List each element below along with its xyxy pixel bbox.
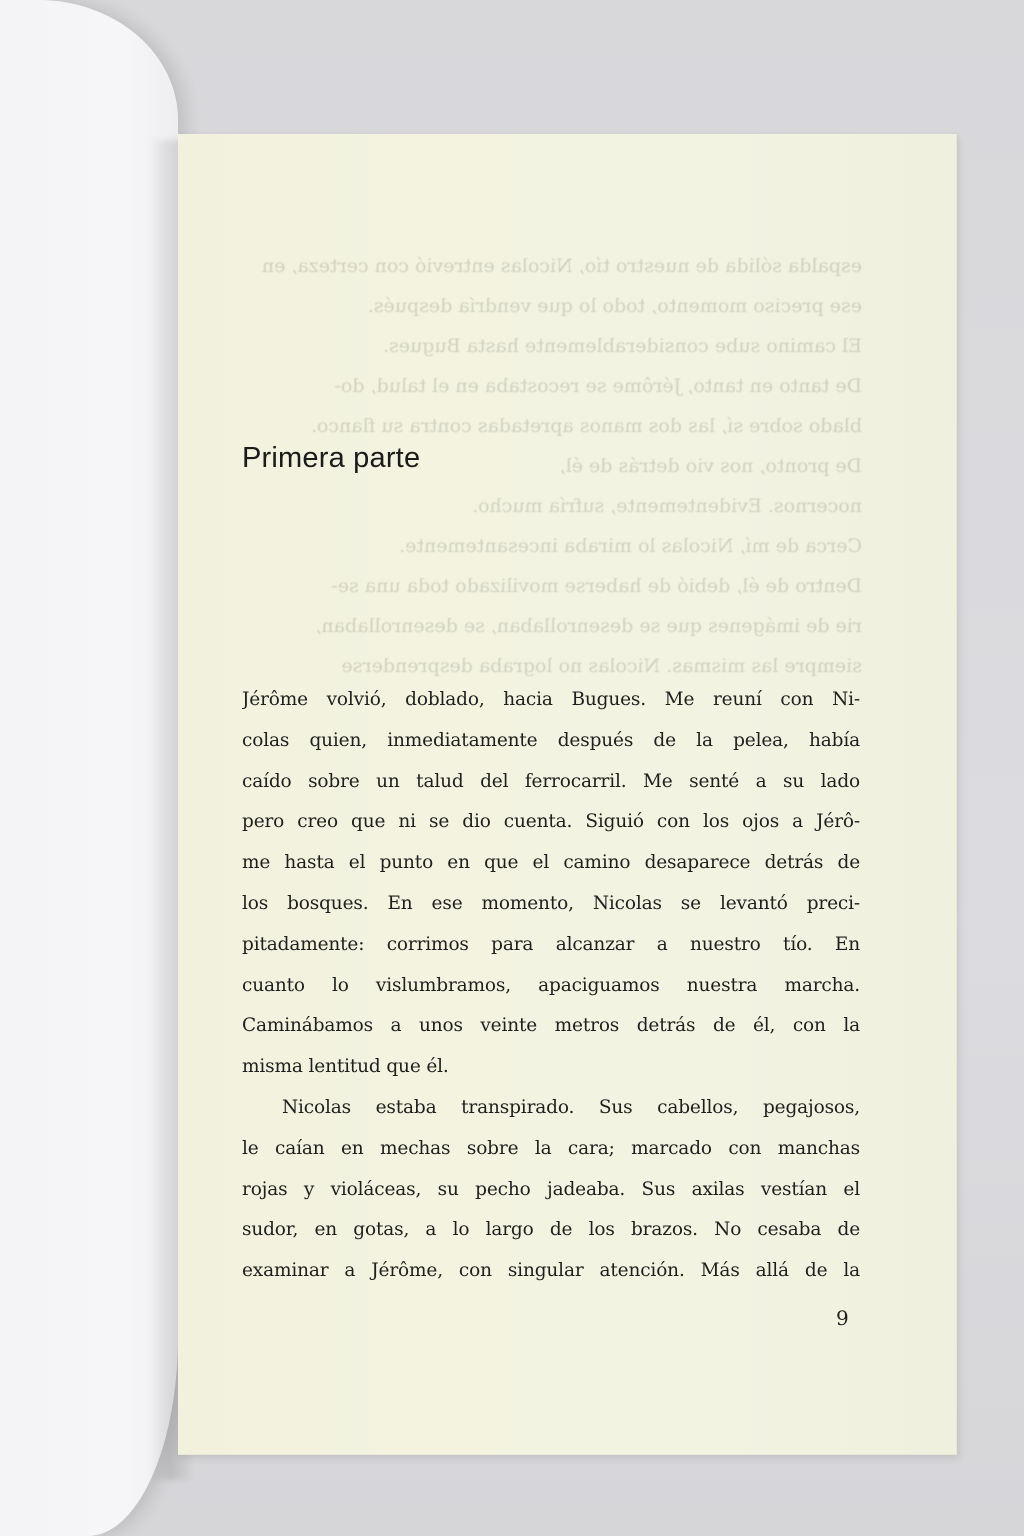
show-through-line: espalda sólida de nuestro tío, Nicolas entrevió con certeza, en	[261, 255, 862, 277]
show-through-line: De pronto, nos vio detrás de él,	[559, 455, 862, 477]
text-line: rojas y violáceas, su pecho jadeaba. Sus axilas vestían el	[242, 1178, 860, 1200]
show-through-line: siempre las mismas. Nicolas no lograba desprenderse	[341, 655, 862, 677]
text-line: examinar a Jérôme, con singular atención. Más allá de la	[242, 1260, 860, 1282]
text-line: Nicolas estaba transpirado. Sus cabellos, pegajosos,	[282, 1096, 860, 1118]
show-through-line: rie de imágenes que se desenrollaban, se desenrollaban,	[315, 615, 862, 637]
show-through-line: ese preciso momento, todo lo que vendría después.	[367, 295, 862, 317]
show-through-line: blado sobre sí, las dos manos apretadas contra su flanco.	[311, 415, 862, 437]
text-line: Caminábamos a unos veinte metros detrás de él, con la	[242, 1015, 860, 1037]
text-line: le caían en mechas sobre la cara; marcado con manchas	[242, 1137, 860, 1159]
show-through-line: Dentro de él, debió de haberse movilizado toda una se-	[331, 575, 862, 597]
text-line: colas quien, inmediatamente después de la pelea, había	[242, 729, 860, 751]
text-line: caído sobre un talud del ferrocarril. Me senté a su lado	[242, 770, 860, 792]
text-line: pitadamente: corrimos para alcanzar a nuestro tío. En	[242, 933, 860, 955]
text-line: me hasta el punto en que el camino desaparece detrás de	[242, 852, 860, 874]
show-through-line: El camino sube considerablemente hasta Bugues.	[382, 335, 862, 357]
body-text	[242, 680, 860, 1292]
show-through-line: nocernos. Evidentemente, sufría mucho.	[472, 495, 862, 517]
text-line: sudor, en gotas, a lo largo de los brazos. No cesaba de	[242, 1219, 860, 1241]
text-line: cuanto lo vislumbramos, apaciguamos nuestra marcha.	[242, 974, 860, 996]
text-line: misma lentitud que él.	[242, 1056, 449, 1078]
text-line: los bosques. En ese momento, Nicolas se levantó preci-	[242, 892, 860, 914]
text-line: pero creo que ni se dio cuenta. Siguió con los ojos a Jérô-	[242, 811, 860, 833]
page-number: 9	[836, 1306, 849, 1330]
text-line: Jérôme volvió, doblado, hacia Bugues. Me reuní con Ni-	[242, 689, 860, 710]
show-through-line: Cerca de mí, Nicolas lo miraba incesantemente.	[399, 535, 862, 557]
chapter-title: Primera parte	[242, 442, 421, 474]
show-through-line: De tanto en tanto, Jérôme se recostaba en el talud, do-	[334, 375, 862, 397]
